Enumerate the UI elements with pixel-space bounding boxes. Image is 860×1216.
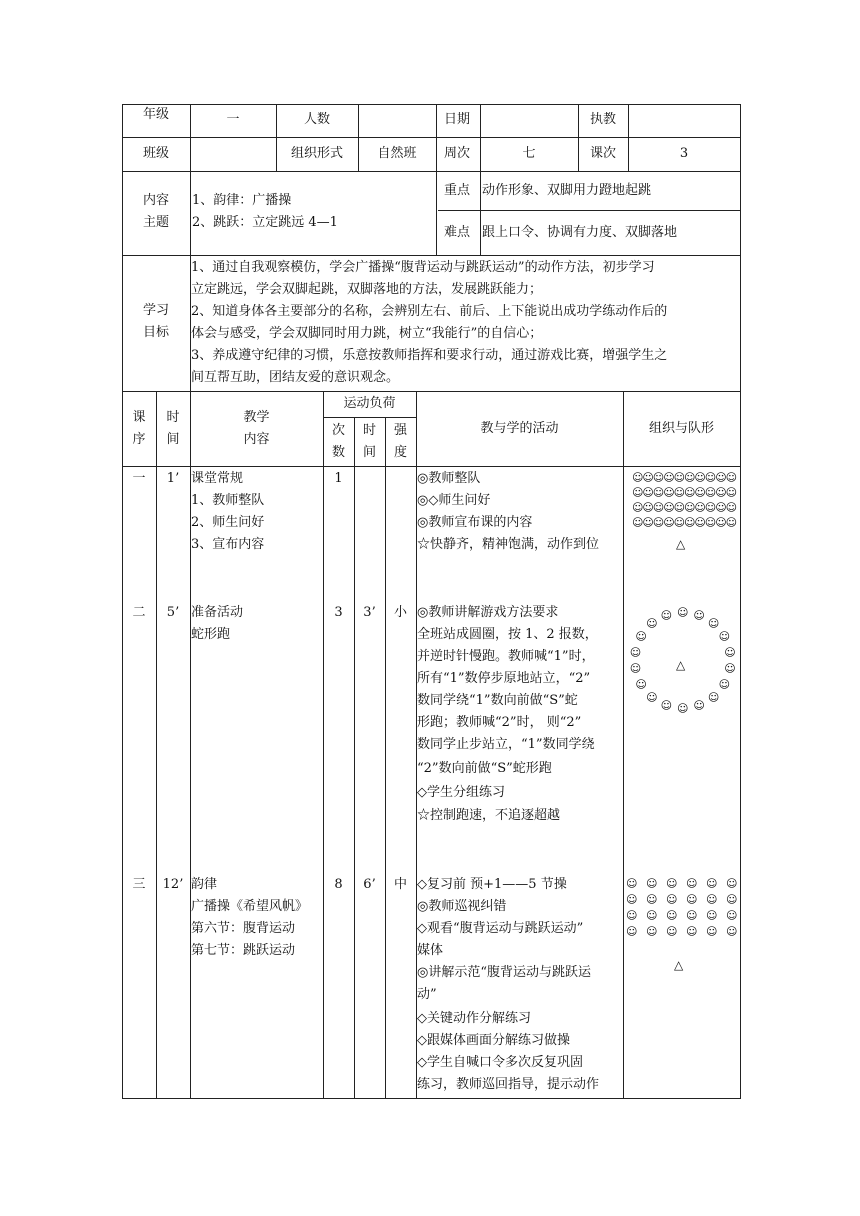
smiley-face-icon: ☺	[663, 471, 675, 484]
smiley-face-icon: ☺	[646, 893, 658, 906]
smiley-face-icon: ☺	[632, 486, 644, 499]
goal-line: 3、养成遵守纪律的习惯，乐意按教师指挥和要求行动，通过游戏比赛，增强学生之	[191, 348, 668, 363]
difficulty-label: 难点	[444, 225, 471, 240]
smiley-face-icon: ☺	[718, 678, 731, 691]
col-head-intensity-2: 度	[393, 445, 407, 460]
smiley-face-icon: ☺	[706, 893, 718, 906]
smiley-face-icon: ☺	[686, 893, 698, 906]
row2-activity-line: 并逆时针慢跑。教师喊“1”时，	[417, 649, 595, 664]
smiley-face-icon: ☺	[663, 486, 675, 499]
col-head-count-2: 数	[331, 445, 345, 460]
smiley-face-icon: ☺	[684, 501, 696, 514]
org-value: 自然班	[377, 146, 417, 161]
smiley-face-icon: ☺	[694, 486, 706, 499]
col-divider	[436, 104, 437, 255]
smiley-face-icon: ☺	[686, 877, 698, 890]
smiley-face-icon: ☺	[694, 471, 706, 484]
row3-seq: 三	[132, 877, 146, 892]
goal-line: 体会与感受，学会双脚同时用力跳，树立“我能行”的自信心；	[191, 326, 543, 341]
org-label: 组织形式	[290, 146, 343, 161]
topic-1: 1、韵律：广播操	[192, 193, 292, 208]
smiley-face-icon: ☺	[629, 645, 642, 659]
row2-activity-line: 全班站成圆圈，按 1、2 报数，	[417, 627, 598, 642]
smiley-face-icon: ☺	[725, 516, 738, 529]
smiley-face-icon: ☺	[673, 471, 686, 484]
smiley-face-icon: ☺	[660, 608, 673, 622]
col-divider	[323, 391, 324, 1098]
col-divider	[623, 391, 624, 1098]
smiley-face-icon: ☺	[707, 690, 720, 704]
col-head-time-1: 时	[166, 410, 180, 425]
smiley-face-icon: ☺	[726, 925, 738, 938]
row1-seq: 一	[132, 471, 146, 486]
col-head-load-time-1: 时	[362, 423, 376, 438]
row1-time: 1’	[166, 471, 180, 486]
row-divider	[122, 171, 740, 172]
lesson-value: 3	[679, 146, 689, 161]
smiley-face-icon: ☺	[684, 471, 696, 484]
row-divider	[122, 137, 740, 138]
class-label: 班级	[142, 146, 169, 161]
col-head-seq-2: 序	[132, 432, 146, 447]
row1-activity-line: ◎教师整队	[417, 471, 481, 486]
content-label-line1: 内容	[142, 193, 169, 208]
smiley-face-icon: ☺	[706, 925, 718, 938]
smiley-face-icon: ☺	[652, 501, 665, 514]
smiley-face-icon: ☺	[663, 501, 675, 514]
row2-activity-line: ◇学生分组练习	[417, 785, 505, 800]
row2-activity-line: 形跑；教师喊“2”时， 则“2”	[417, 715, 582, 730]
smiley-face-icon: ☺	[673, 501, 686, 514]
row2-activity-line: 所有“1”数停步原地站立，“2”	[417, 671, 591, 686]
smiley-face-icon: ☺	[715, 486, 727, 499]
smiley-face-icon: ☺	[652, 516, 665, 529]
smiley-face-icon: ☺	[626, 909, 638, 922]
smiley-face-icon: ☺	[684, 486, 696, 499]
col-divider	[156, 391, 157, 1098]
row3-activity-line: ◎讲解示范“腹背运动与跳跃运	[417, 965, 591, 980]
row2-count: 3	[334, 605, 343, 620]
smiley-face-icon: ☺	[726, 877, 738, 890]
row2-load-time: 3’	[363, 605, 376, 620]
row-divider	[438, 210, 740, 211]
col-head-activity: 教与学的活动	[480, 421, 559, 436]
row2-content-line: 准备活动	[191, 605, 244, 620]
row1-content-line: 2、师生问好	[191, 515, 265, 530]
key-point-label: 重点	[444, 183, 471, 198]
col-divider	[354, 417, 355, 1098]
smiley-face-icon: ☺	[626, 925, 638, 938]
smiley-face-icon: ☺	[704, 471, 717, 484]
smiley-face-icon: ☺	[666, 877, 678, 890]
smiley-face-icon: ☺	[666, 893, 678, 906]
row1-content-line: 课堂常规	[191, 471, 244, 486]
row2-intensity: 小	[393, 605, 407, 620]
row3-time: 12’	[162, 877, 184, 892]
smiley-face-icon: ☺	[677, 702, 689, 715]
row3-content-line: 广播操《希望风帆》	[191, 899, 309, 914]
smiley-face-icon: ☺	[707, 617, 720, 631]
row2-content-line: 蛇形跑	[191, 627, 231, 642]
col-head-seq-1: 课	[132, 410, 146, 425]
teacher-triangle-icon: △	[676, 537, 686, 551]
row-divider	[122, 466, 740, 467]
smiley-face-icon: ☺	[666, 925, 678, 938]
week-value: 七	[522, 146, 536, 161]
row-divider	[122, 255, 740, 256]
row-divider	[122, 391, 740, 392]
col-head-count-1: 次	[331, 423, 345, 438]
row2-activity-line: 数同学止步站立，“1”数同学绕	[417, 737, 595, 752]
smiley-face-icon: ☺	[686, 925, 698, 938]
row2-time: 5’	[166, 605, 180, 620]
row2-seq: 二	[132, 605, 146, 620]
smiley-face-icon: ☺	[629, 662, 642, 676]
row3-activity-line: 媒体	[417, 943, 444, 958]
row3-count: 8	[334, 877, 343, 892]
content-label-line2: 主题	[142, 215, 169, 230]
smiley-face-icon: ☺	[724, 662, 736, 676]
smiley-face-icon: ☺	[704, 486, 717, 499]
col-divider	[480, 104, 481, 255]
goal-line: 立定跳远，学会双脚起跳，双脚落地的方法，发展跳跃能力；	[191, 282, 543, 297]
col-divider	[385, 417, 386, 1098]
week-label: 周次	[444, 146, 471, 161]
smiley-face-icon: ☺	[652, 486, 665, 499]
smiley-face-icon: ☺	[694, 516, 706, 529]
smiley-face-icon: ☺	[715, 471, 727, 484]
smiley-face-icon: ☺	[693, 699, 705, 713]
smiley-face-icon: ☺	[663, 516, 675, 529]
row3-activity-line: ◇跟媒体画面分解练习做操	[417, 1033, 570, 1048]
col-head-intensity-1: 强	[393, 423, 407, 438]
row3-activity-line: ◎教师巡视纠错	[417, 899, 507, 914]
smiley-face-icon: ☺	[626, 893, 638, 906]
col-head-load: 运动负荷	[343, 396, 396, 411]
row1-activity-line: ◎◇师生问好	[417, 493, 491, 508]
goals-label-line2: 目标	[142, 325, 169, 340]
smiley-face-icon: ☺	[677, 606, 689, 619]
smiley-face-icon: ☺	[693, 608, 705, 622]
smiley-face-icon: ☺	[642, 501, 654, 514]
row3-activity-line: ◇复习前 预+1——5 节操	[417, 877, 567, 892]
lesson-label: 课次	[589, 146, 616, 161]
smiley-face-icon: ☺	[725, 486, 738, 499]
col-head-time-2: 间	[166, 432, 180, 447]
smiley-face-icon: ☺	[632, 516, 644, 529]
smiley-face-icon: ☺	[704, 516, 717, 529]
goal-line: 间互帮互助，团结友爱的意识观念。	[191, 370, 400, 385]
row2-activity-line: 数同学绕“1”数向前做“S”蛇	[417, 693, 578, 708]
topic-2: 2、跳跃：立定跳远 4—1	[192, 215, 338, 230]
smiley-face-icon: ☺	[673, 486, 686, 499]
row3-activity-line: ◇观看“腹背运动与跳跃运动”	[417, 921, 584, 936]
smiley-face-icon: ☺	[646, 690, 658, 704]
smiley-face-icon: ☺	[684, 516, 696, 529]
row3-activity-line: 动”	[417, 987, 437, 1002]
smiley-face-icon: ☺	[726, 909, 738, 922]
teacher-triangle-icon: △	[674, 958, 684, 972]
col-head-load-time-2: 间	[362, 445, 376, 460]
smiley-face-icon: ☺	[635, 630, 647, 643]
goal-line: 1、通过自我观察模仿，学会广播操“腹背运动与跳跃运动”的动作方法，初步学习	[191, 260, 655, 275]
people-label: 人数	[303, 112, 330, 127]
row1-activity-line: ◎教师宣布课的内容	[417, 515, 533, 530]
smiley-face-icon: ☺	[694, 501, 706, 514]
goals-label-line1: 学习	[142, 303, 169, 318]
smiley-face-icon: ☺	[646, 909, 658, 922]
smiley-face-icon: ☺	[635, 678, 647, 691]
smiley-face-icon: ☺	[626, 877, 638, 890]
row3-content-line: 韵律	[191, 877, 218, 892]
table-border-bottom	[122, 1098, 740, 1099]
teacher-triangle-icon: △	[676, 658, 686, 672]
smiley-face-icon: ☺	[646, 617, 658, 631]
teacher-label: 执教	[589, 112, 616, 127]
col-head-formation: 组织与队形	[648, 421, 714, 436]
table-border-top	[122, 104, 740, 105]
row3-content-line: 第六节：腹背运动	[191, 921, 296, 936]
smiley-face-icon: ☺	[632, 471, 644, 484]
row3-intensity: 中	[393, 877, 407, 892]
row2-activity-line: “2”数向前做“S”蛇形跑	[417, 761, 552, 776]
col-head-content-1: 教学	[243, 410, 270, 425]
row2-activity-line: ☆控制跑速，不追逐超越	[417, 808, 561, 823]
row3-load-time: 6’	[363, 877, 376, 892]
smiley-face-icon: ☺	[706, 909, 718, 922]
row3-activity-line: ◇学生自喊口令多次反复巩固	[417, 1055, 583, 1070]
table-border-right	[740, 104, 741, 1099]
smiley-face-icon: ☺	[646, 925, 658, 938]
smiley-face-icon: ☺	[660, 699, 673, 713]
smiley-face-icon: ☺	[706, 877, 718, 890]
goal-line: 2、知道身体各主要部分的名称，会辨别左右、前后、上下能说出成功学练动作后的	[191, 304, 668, 319]
row3-content-line: 第七节：跳跃运动	[191, 943, 296, 958]
smiley-face-icon: ☺	[642, 471, 654, 484]
smiley-face-icon: ☺	[652, 471, 665, 484]
row3-activity-line: ◇关键动作分解练习	[417, 1011, 531, 1026]
row1-activity-line: ☆快静齐，精神饱满，动作到位	[417, 537, 600, 552]
row2-activity-line: ◎教师讲解游戏方法要求	[417, 605, 559, 620]
smiley-face-icon: ☺	[718, 630, 731, 643]
smiley-face-icon: ☺	[642, 516, 654, 529]
col-head-content-2: 内容	[243, 432, 270, 447]
smiley-face-icon: ☺	[642, 486, 654, 499]
row-divider	[323, 417, 416, 418]
row3-activity-line: 练习，教师巡回指导，提示动作	[417, 1077, 600, 1092]
smiley-face-icon: ☺	[686, 909, 698, 922]
smiley-face-icon: ☺	[715, 501, 727, 514]
smiley-face-icon: ☺	[646, 877, 658, 890]
smiley-face-icon: ☺	[666, 909, 678, 922]
smiley-face-icon: ☺	[724, 645, 736, 659]
smiley-face-icon: ☺	[673, 516, 686, 529]
key-point-value: 动作形象、双脚用力蹬地起跳	[482, 183, 652, 198]
smiley-face-icon: ☺	[632, 501, 644, 514]
date-label: 日期	[444, 112, 471, 127]
smiley-face-icon: ☺	[725, 501, 738, 514]
row1-content-line: 1、教师整队	[191, 493, 265, 508]
smiley-face-icon: ☺	[715, 516, 727, 529]
row1-content-line: 3、宣布内容	[191, 537, 265, 552]
smiley-face-icon: ☺	[725, 471, 738, 484]
smiley-face-icon: ☺	[704, 501, 717, 514]
row1-count: 1	[334, 471, 343, 486]
grade-label: 年级	[142, 107, 169, 122]
smiley-face-icon: ☺	[726, 893, 738, 906]
difficulty-value: 跟上口令、协调有力度、双脚落地	[482, 225, 678, 240]
grade-value: 一	[226, 112, 240, 127]
